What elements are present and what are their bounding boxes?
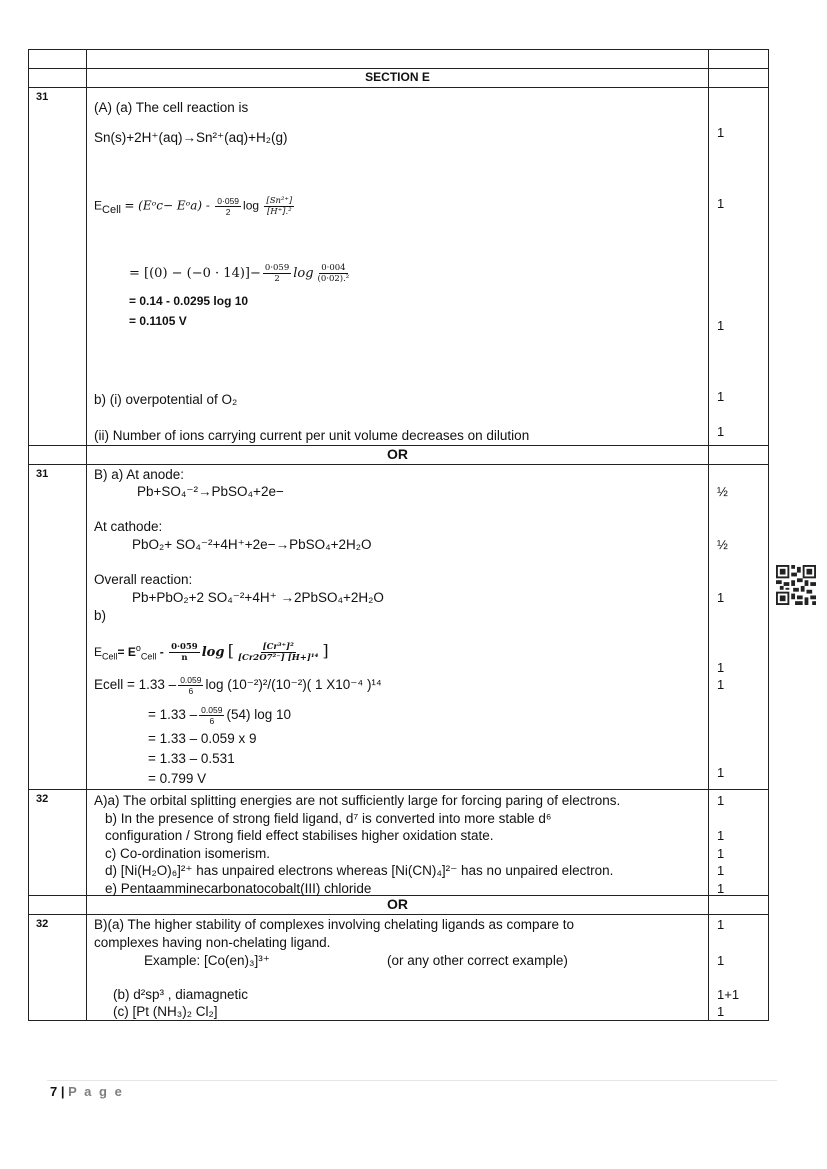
q32b-part-a1: B)(a) The higher stability of complexes involving chelating ligands as compare to xyxy=(94,917,574,932)
q32a-part-b1: b) In the presence of strong field ligand, d⁷ is converted into more stable d⁶ xyxy=(105,811,552,826)
ecell-line4: = 1.33 – 0.531 xyxy=(148,751,235,766)
or-row xyxy=(29,896,769,915)
mark: 1 xyxy=(717,917,725,932)
page-word: P a g e xyxy=(68,1084,124,1099)
q32a-marks xyxy=(709,790,769,896)
overall-label: Overall reaction: xyxy=(94,572,193,587)
q31a-part-b2: (ii) Number of ions carrying current per unit volume decreases on dilution xyxy=(94,428,530,443)
q32b-example-alt: (or any other correct example) xyxy=(387,953,568,968)
mark: 1 xyxy=(717,846,725,861)
q31a-step2: = 0.14 - 0.0295 log 10 xyxy=(129,294,249,308)
bracket-fraction: $\frac{\text{[Cr³⁺]²}}{\text{[Cr2O7²⁻] [H+]¹⁴}}$ xyxy=(238,642,319,664)
q31b-ecell-formula: $E_{Cell}= E^o_{Cell}$ - $\frac{0\cdot 059}{n}$ log [ $\frac{\text{[Cr³⁺]²}}{\text{[Cr2O7²⁻] [H+]¹⁴}}$ ] xyxy=(94,641,329,664)
mark: 1 xyxy=(717,765,725,780)
mark: 1 xyxy=(717,953,725,968)
q31a-part-b1: b) (i) overpotential of O₂ xyxy=(94,392,238,407)
or-label: OR xyxy=(87,446,709,465)
mark: 1 xyxy=(717,881,725,896)
mark: 1 xyxy=(717,793,725,808)
q31a-marks xyxy=(709,88,769,446)
mark: 1+1 xyxy=(717,987,740,1002)
step1-fraction-2: $\frac{0\cdot 004}{\text{(0·02).²}}$ xyxy=(317,263,350,284)
q31a-answer xyxy=(87,88,709,446)
footer-divider xyxy=(47,1080,777,1081)
q31a-row xyxy=(29,88,769,446)
mark: 1 xyxy=(717,389,725,404)
step1-log: log xyxy=(293,266,314,281)
mark: 1 xyxy=(717,677,725,692)
ecell-subscript-2: Cell xyxy=(140,651,157,662)
ecell-line2: = 1.33 – $\frac{0.059}{6}$ (54) log 10 xyxy=(148,705,291,726)
q32b-example: Example: [Co(en)₃]³⁺ xyxy=(144,953,270,968)
q31a-step3: = 0.1105 V xyxy=(129,314,187,328)
cathode-equation: PbO₂+ SO₄⁻²+4H⁺+2e−→PbSO₄+2H₂O xyxy=(132,537,372,552)
step1-left: = [(0) − (−0 · 14)]− xyxy=(129,266,261,281)
q32a-part-d: d) [Ni(H₂O)₆]²⁺ has unpaired electrons whereas [Ni(CN)₄]²⁻ has no unpaired electron. xyxy=(105,863,614,878)
q31b-row xyxy=(29,465,769,790)
q32a-part-a: A)a) The orbital splitting energies are not sufficiently large for forcing paring of electrons. xyxy=(94,793,621,808)
qr-code-icon xyxy=(776,565,816,605)
q32b-part-c: (c) [Pt (NH₃)₂ Cl₂] xyxy=(113,1004,218,1019)
cathode-label: At cathode: xyxy=(94,519,163,534)
q32b-row xyxy=(29,915,769,1021)
mark: 1 xyxy=(717,863,725,878)
overall-equation: Pb+PbO₂+2 SO₄⁻²+4H⁺ →2PbSO₄+2H₂O xyxy=(132,590,384,605)
standard-symbol: o xyxy=(135,643,141,653)
ecell-symbol: E xyxy=(94,645,103,659)
mark: 1 xyxy=(717,660,725,675)
page-footer xyxy=(50,1084,124,1099)
q32b-marks xyxy=(709,915,769,1021)
or-row xyxy=(29,446,769,465)
section-title: SECTION E xyxy=(87,69,709,88)
q32a-part-e: e) Pentaamminecarbonatocobalt(III) chloride xyxy=(105,881,372,896)
fraction-0059-over-2: $\frac{0\cdot 059}{2}$ xyxy=(217,196,240,217)
mark: 1 xyxy=(717,196,725,211)
part-b-label: b) xyxy=(94,608,107,623)
fraction-0059-over-n: $\frac{0\cdot 059}{n}$ xyxy=(171,642,198,664)
section-header-row xyxy=(29,69,769,88)
ecell-symbol: E xyxy=(94,198,103,213)
q32a-answer xyxy=(87,790,709,896)
mark: 1 xyxy=(717,1004,725,1019)
ecell-subscript: Cell xyxy=(102,204,121,217)
question-number: 32 xyxy=(29,915,87,1021)
mark: 1 xyxy=(717,125,725,140)
ecell-line5: = 0.799 V xyxy=(148,771,207,786)
ecell-equals: = E xyxy=(117,645,136,659)
q31a-reaction: Sn(s)+2H⁺(aq)→Sn²⁺(aq)+H₂(g) xyxy=(94,130,288,145)
anode-equation: Pb+SO₄⁻²→PbSO₄+2e− xyxy=(137,484,284,499)
q32b-answer xyxy=(87,915,709,1021)
footer-separator: | xyxy=(60,1084,65,1099)
log-word: log xyxy=(243,198,260,213)
question-number: 31 xyxy=(29,465,87,790)
mark: 1 xyxy=(717,424,725,439)
anode-label: B) a) At anode: xyxy=(94,467,185,482)
mark: 1 xyxy=(717,318,725,333)
mark: 1 xyxy=(717,828,725,843)
ecell-line3: = 1.33 – 0.059 x 9 xyxy=(148,731,257,746)
q31b-answer xyxy=(87,465,709,790)
question-number: 32 xyxy=(29,790,87,896)
mark: ½ xyxy=(717,484,728,499)
q31b-marks xyxy=(709,465,769,790)
blank-header-row xyxy=(29,50,769,69)
q31a-step1 xyxy=(129,263,353,284)
log-word: log xyxy=(201,645,225,660)
mark: 1 xyxy=(717,590,725,605)
q31a-ecell-formula xyxy=(94,196,296,217)
step1-fraction: $\frac{0\cdot 059}{2}$ xyxy=(264,263,290,284)
q32b-part-b: (b) d²sp³ , diamagnetic xyxy=(113,987,249,1002)
q32b-part-a2: complexes having non-chelating ligand. xyxy=(94,935,331,950)
marking-scheme-table xyxy=(28,49,769,1021)
or-label: OR xyxy=(87,896,709,915)
q32a-part-b2: configuration / Strong field effect stabilises higher oxidation state. xyxy=(105,828,494,843)
mark: ½ xyxy=(717,537,728,552)
question-number: 31 xyxy=(29,88,87,446)
page-number: 7 xyxy=(50,1084,58,1099)
q31a-intro: (A) (a) The cell reaction is xyxy=(94,100,249,115)
ecell-terms: = (Eᵒc− Eᵒa) - xyxy=(124,198,210,213)
q32a-part-c: c) Co-ordination isomerism. xyxy=(105,846,271,861)
ecell-line1: Ecell = 1.33 – $\frac{0.059}{6}$ log (10⁻²)²/(10⁻²)( 1 X10⁻⁴ )¹⁴ xyxy=(94,675,382,696)
ecell-subscript: Cell xyxy=(102,651,118,662)
fraction-sn-over-h: $\frac{\text{[Sn²⁺]}}{\text{[H⁺].²}}$ xyxy=(266,196,293,217)
q32a-row xyxy=(29,790,769,896)
